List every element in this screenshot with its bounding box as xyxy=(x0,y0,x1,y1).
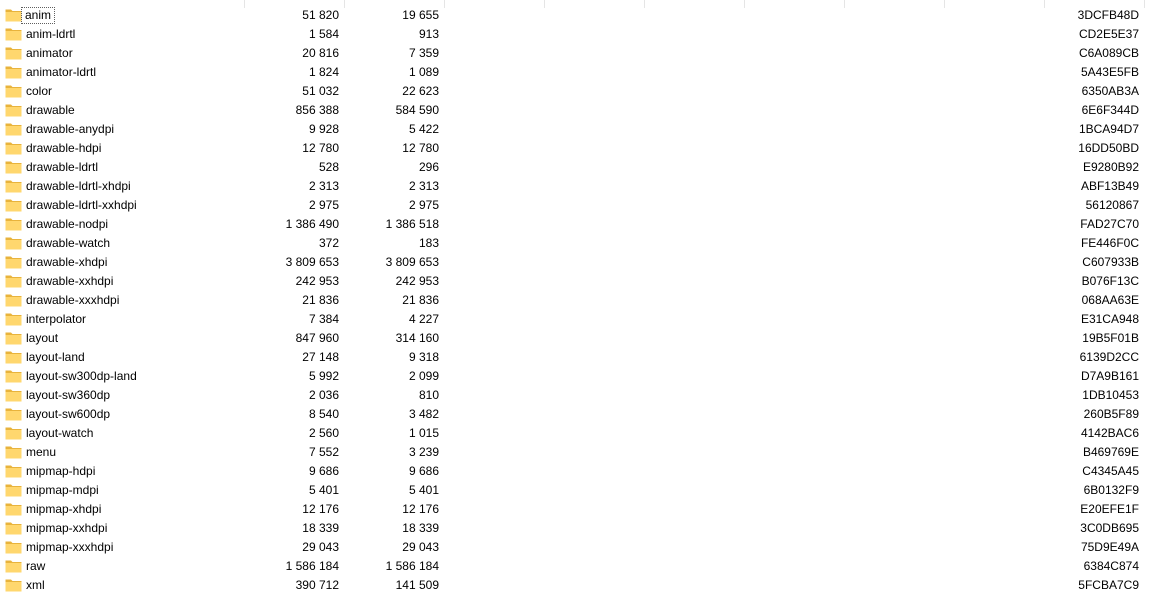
size-value: 9 686 xyxy=(308,464,339,478)
name-cell xyxy=(5,63,240,82)
name-cell xyxy=(5,6,240,25)
file-row[interactable] xyxy=(0,386,1169,405)
crc-value: 1DB10453 xyxy=(1082,388,1139,402)
size-value: 29 043 xyxy=(302,540,339,554)
packed-size-value: 242 953 xyxy=(395,274,439,288)
name-cell xyxy=(5,538,240,557)
size-value: 2 313 xyxy=(308,179,339,193)
file-name: raw xyxy=(26,559,46,573)
file-row[interactable] xyxy=(0,500,1169,519)
folder-icon xyxy=(5,331,22,345)
packed-size-value: 18 339 xyxy=(402,521,439,535)
packed-size-value: 7 359 xyxy=(408,46,439,60)
packed-size-value: 183 xyxy=(418,236,439,250)
name-cell xyxy=(5,44,240,63)
file-name: drawable-watch xyxy=(26,236,111,250)
name-cell xyxy=(5,424,240,443)
packed-size-value: 22 623 xyxy=(402,84,439,98)
file-name: layout xyxy=(26,331,59,345)
folder-icon xyxy=(5,84,22,98)
size-value: 390 712 xyxy=(295,578,339,592)
file-name: drawable-xxxhdpi xyxy=(26,293,120,307)
folder-icon xyxy=(5,160,22,174)
crc-value: 260B5F89 xyxy=(1083,407,1139,421)
folder-icon xyxy=(5,122,22,136)
packed-size-value: 12 780 xyxy=(402,141,439,155)
packed-size-value: 19 655 xyxy=(402,8,439,22)
crc-value: 6350AB3A xyxy=(1081,84,1139,98)
file-rows xyxy=(0,6,1169,595)
size-value: 12 176 xyxy=(302,502,339,516)
packed-size-value: 29 043 xyxy=(402,540,439,554)
name-cell xyxy=(5,519,240,538)
crc-value: 3DCFB48D xyxy=(1077,8,1139,22)
file-row[interactable] xyxy=(0,139,1169,158)
file-row[interactable] xyxy=(0,177,1169,196)
packed-size-value: 9 318 xyxy=(408,350,439,364)
name-cell xyxy=(5,139,240,158)
packed-size-value: 12 176 xyxy=(402,502,439,516)
size-value: 847 960 xyxy=(295,331,339,345)
size-value: 1 586 184 xyxy=(285,559,339,573)
folder-icon xyxy=(5,217,22,231)
size-value: 856 388 xyxy=(295,103,339,117)
size-value: 1 824 xyxy=(308,65,339,79)
file-name: drawable-ldrtl-xhdpi xyxy=(26,179,131,193)
file-row[interactable] xyxy=(0,367,1169,386)
folder-icon xyxy=(5,369,22,383)
crc-value: 6384C874 xyxy=(1083,559,1139,573)
file-row[interactable] xyxy=(0,82,1169,101)
file-name: mipmap-xhdpi xyxy=(26,502,102,516)
name-cell xyxy=(5,500,240,519)
folder-icon xyxy=(5,312,22,326)
folder-icon xyxy=(5,255,22,269)
name-cell xyxy=(5,177,240,196)
folder-icon xyxy=(5,198,22,212)
name-cell xyxy=(5,367,240,386)
packed-size-value: 3 482 xyxy=(408,407,439,421)
name-cell xyxy=(5,329,240,348)
size-value: 20 816 xyxy=(302,46,339,60)
file-name: drawable-hdpi xyxy=(26,141,102,155)
packed-size-value: 314 160 xyxy=(395,331,439,345)
name-cell xyxy=(5,196,240,215)
crc-value: E31CA948 xyxy=(1080,312,1139,326)
name-cell xyxy=(5,291,240,310)
file-name: drawable-xhdpi xyxy=(26,255,108,269)
file-name: layout-sw300dp-land xyxy=(26,369,137,383)
folder-icon xyxy=(5,502,22,516)
file-row[interactable] xyxy=(0,120,1169,139)
name-cell xyxy=(5,215,240,234)
folder-icon xyxy=(5,483,22,497)
crc-value: 5FCBA7C9 xyxy=(1078,578,1139,592)
packed-size-value: 5 401 xyxy=(408,483,439,497)
file-row[interactable] xyxy=(0,462,1169,481)
crc-value: 5A43E5FB xyxy=(1080,65,1139,79)
size-value: 1 386 490 xyxy=(285,217,339,231)
folder-icon xyxy=(5,141,22,155)
file-name: layout-watch xyxy=(26,426,94,440)
crc-value: 068AA63E xyxy=(1081,293,1139,307)
packed-size-value: 584 590 xyxy=(395,103,439,117)
name-cell xyxy=(5,101,240,120)
file-name: drawable-ldrtl xyxy=(26,160,99,174)
file-name: animator-ldrtl xyxy=(26,65,97,79)
crc-value: 1BCA94D7 xyxy=(1078,122,1139,136)
size-value: 242 953 xyxy=(295,274,339,288)
file-name: xml xyxy=(26,578,45,592)
file-name: animator xyxy=(26,46,73,60)
crc-value: E9280B92 xyxy=(1082,160,1139,174)
folder-icon xyxy=(5,388,22,402)
packed-size-value: 21 836 xyxy=(402,293,439,307)
packed-size-value: 3 809 653 xyxy=(385,255,439,269)
name-cell xyxy=(5,557,240,576)
folder-icon xyxy=(5,293,22,307)
folder-icon xyxy=(5,426,22,440)
folder-icon xyxy=(5,445,22,459)
packed-size-value: 1 386 518 xyxy=(385,217,439,231)
file-name: mipmap-xxhdpi xyxy=(26,521,108,535)
file-row[interactable] xyxy=(0,557,1169,576)
packed-size-value: 2 099 xyxy=(408,369,439,383)
crc-value: D7A9B161 xyxy=(1080,369,1139,383)
size-value: 5 401 xyxy=(308,483,339,497)
file-name: drawable xyxy=(26,103,75,117)
file-row[interactable] xyxy=(0,44,1169,63)
crc-value: 19B5F01B xyxy=(1082,331,1139,345)
size-value: 8 540 xyxy=(308,407,339,421)
file-row[interactable] xyxy=(0,215,1169,234)
file-row[interactable] xyxy=(0,481,1169,500)
packed-size-value: 913 xyxy=(418,27,439,41)
packed-size-value: 5 422 xyxy=(408,122,439,136)
size-value: 7 384 xyxy=(308,312,339,326)
file-row[interactable] xyxy=(0,272,1169,291)
packed-size-value: 2 313 xyxy=(408,179,439,193)
name-cell xyxy=(5,272,240,291)
file-name: layout-sw360dp xyxy=(26,388,111,402)
folder-icon xyxy=(5,236,22,250)
crc-value: 6E6F344D xyxy=(1081,103,1139,117)
packed-size-value: 296 xyxy=(418,160,439,174)
file-name: color xyxy=(26,84,53,98)
folder-icon xyxy=(5,521,22,535)
crc-value: CD2E5E37 xyxy=(1078,27,1139,41)
name-cell xyxy=(5,120,240,139)
file-name: drawable-ldrtl-xxhdpi xyxy=(26,198,137,212)
name-cell xyxy=(5,158,240,177)
folder-icon xyxy=(5,179,22,193)
crc-value: 6B0132F9 xyxy=(1083,483,1139,497)
file-name: mipmap-hdpi xyxy=(26,464,96,478)
file-row[interactable] xyxy=(0,424,1169,443)
size-value: 2 975 xyxy=(308,198,339,212)
size-value: 9 928 xyxy=(308,122,339,136)
name-cell xyxy=(5,405,240,424)
file-row[interactable] xyxy=(0,25,1169,44)
size-value: 51 032 xyxy=(302,84,339,98)
size-value: 27 148 xyxy=(302,350,339,364)
packed-size-value: 4 227 xyxy=(408,312,439,326)
packed-size-value: 1 089 xyxy=(408,65,439,79)
folder-icon xyxy=(5,464,22,478)
crc-value: B469769E xyxy=(1082,445,1139,459)
name-cell xyxy=(5,576,240,595)
folder-icon xyxy=(5,274,22,288)
name-cell xyxy=(5,443,240,462)
crc-value: C607933B xyxy=(1082,255,1139,269)
crc-value: 16DD50BD xyxy=(1078,141,1139,155)
size-value: 372 xyxy=(318,236,339,250)
crc-value: FE446F0C xyxy=(1080,236,1139,250)
file-name: layout-sw600dp xyxy=(26,407,111,421)
folder-icon xyxy=(5,46,22,60)
folder-icon xyxy=(5,578,22,592)
file-row[interactable] xyxy=(0,538,1169,557)
file-name: drawable-xxhdpi xyxy=(26,274,114,288)
crc-value: ABF13B49 xyxy=(1080,179,1139,193)
file-row[interactable] xyxy=(0,310,1169,329)
name-cell xyxy=(5,82,240,101)
size-value: 1 584 xyxy=(308,27,339,41)
folder-icon xyxy=(5,559,22,573)
folder-icon xyxy=(5,407,22,421)
size-value: 2 036 xyxy=(308,388,339,402)
file-name: layout-land xyxy=(26,350,85,364)
crc-value: 4142BAC6 xyxy=(1080,426,1139,440)
file-row[interactable] xyxy=(0,63,1169,82)
packed-size-value: 810 xyxy=(418,388,439,402)
crc-value: C4345A45 xyxy=(1082,464,1139,478)
name-cell xyxy=(5,310,240,329)
packed-size-value: 1 586 184 xyxy=(385,559,439,573)
file-row[interactable] xyxy=(0,443,1169,462)
file-name: interpolator xyxy=(26,312,87,326)
file-row[interactable] xyxy=(0,253,1169,272)
packed-size-value: 3 239 xyxy=(408,445,439,459)
crc-value: 75D9E49A xyxy=(1080,540,1139,554)
size-value: 2 560 xyxy=(308,426,339,440)
file-name: anim xyxy=(21,7,55,24)
file-name: drawable-anydpi xyxy=(26,122,115,136)
name-cell xyxy=(5,234,240,253)
crc-value: 3C0DB695 xyxy=(1080,521,1139,535)
size-value: 3 809 653 xyxy=(285,255,339,269)
file-row[interactable] xyxy=(0,329,1169,348)
file-row[interactable] xyxy=(0,405,1169,424)
folder-icon xyxy=(5,65,22,79)
file-row[interactable] xyxy=(0,348,1169,367)
file-row[interactable] xyxy=(0,6,1169,25)
size-value: 5 992 xyxy=(308,369,339,383)
folder-icon xyxy=(5,350,22,364)
size-value: 18 339 xyxy=(302,521,339,535)
folder-icon xyxy=(5,27,22,41)
size-value: 12 780 xyxy=(302,141,339,155)
crc-value: 56120867 xyxy=(1085,198,1139,212)
crc-value: B076F13C xyxy=(1081,274,1139,288)
packed-size-value: 9 686 xyxy=(408,464,439,478)
name-cell xyxy=(5,25,240,44)
name-cell xyxy=(5,462,240,481)
file-name: mipmap-mdpi xyxy=(26,483,99,497)
file-name: anim-ldrtl xyxy=(26,27,76,41)
folder-icon xyxy=(5,540,22,554)
file-row[interactable] xyxy=(0,158,1169,177)
file-row[interactable] xyxy=(0,519,1169,538)
file-name: menu xyxy=(26,445,57,459)
packed-size-value: 141 509 xyxy=(395,578,439,592)
file-name: mipmap-xxxhdpi xyxy=(26,540,114,554)
size-value: 528 xyxy=(318,160,339,174)
name-cell xyxy=(5,481,240,500)
packed-size-value: 1 015 xyxy=(408,426,439,440)
file-name: drawable-nodpi xyxy=(26,217,109,231)
name-cell xyxy=(5,253,240,272)
crc-value: FAD27C70 xyxy=(1080,217,1139,231)
size-value: 7 552 xyxy=(308,445,339,459)
file-row[interactable] xyxy=(0,196,1169,215)
crc-value: E20EFE1F xyxy=(1080,502,1139,516)
crc-value: C6A089CB xyxy=(1078,46,1139,60)
folder-icon xyxy=(5,103,22,117)
name-cell xyxy=(5,386,240,405)
file-row[interactable] xyxy=(0,291,1169,310)
size-value: 21 836 xyxy=(302,293,339,307)
file-row[interactable] xyxy=(0,101,1169,120)
packed-size-value: 2 975 xyxy=(408,198,439,212)
folder-icon xyxy=(5,8,22,22)
size-value: 51 820 xyxy=(302,8,339,22)
file-row[interactable] xyxy=(0,576,1169,595)
file-row[interactable] xyxy=(0,234,1169,253)
crc-value: 6139D2CC xyxy=(1079,350,1139,364)
name-cell xyxy=(5,348,240,367)
